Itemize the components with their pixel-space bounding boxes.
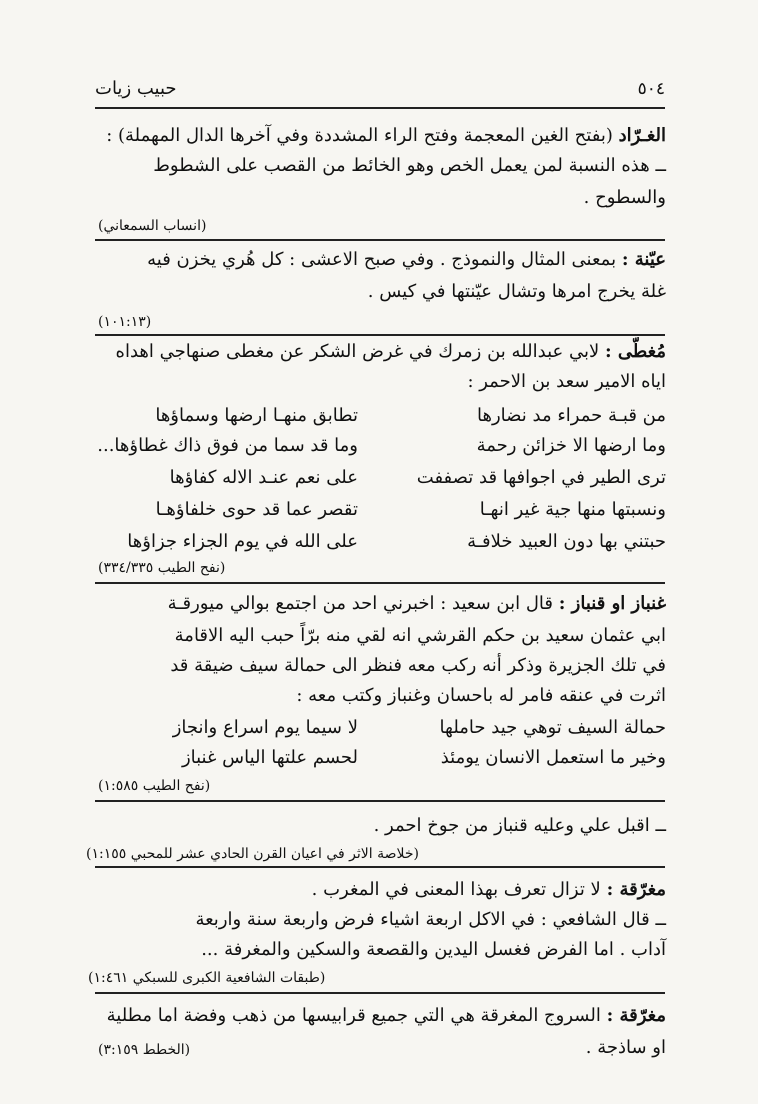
verse-hemistich: وما ارضها الا خزائن رحمة (476, 435, 666, 456)
entry-text: لا تزال تعرف بهذا المعنى في المغرب . (311, 879, 601, 900)
verse-hemistich: ترى الطير في اجوافها قد تصففت (416, 467, 666, 488)
section-rule (95, 866, 665, 868)
verse-hemistich: من قبـة حمراء مد نضارها (477, 405, 666, 426)
verse-row (86, 434, 666, 458)
verse-hemistich: ونسبتها منها جية غير انهـا (479, 499, 666, 520)
entry-source: (١٠١:١٣) (98, 314, 152, 330)
verse-hemistich: وما قد سما من فوق ذاك غطاؤها... (97, 435, 358, 456)
verse-row (86, 530, 666, 554)
entry-head: مغرّقة : (606, 879, 666, 900)
page-number: ٥٠٤ (637, 78, 665, 99)
verse-hemistich: وخير ما استعمل الانسان يومئذ (440, 747, 666, 768)
verse-hemistich: تطابق منهـا ارضها وسماؤها (155, 405, 358, 426)
entry-source: (نفح الطيب ١:٥٨٥) (98, 778, 211, 794)
entry-line: ــ هذه النسبة لمن يعمل الخص وهو الخائط من القصب على الشطوط (153, 155, 666, 176)
entry-line: اياه الامير سعد بن الاحمر : (467, 371, 666, 392)
entry-line: ــ اقبل علي وعليه قنباز من جوخ احمر . (373, 815, 666, 836)
entry-head: مغرّقة : (606, 1005, 666, 1026)
verse-hemistich: حبتني بها دون العبيد خلافـة (467, 531, 666, 552)
entry-head: الغـرّاد (618, 125, 666, 146)
header-rule (95, 107, 665, 109)
verse-row (86, 746, 666, 770)
section-rule (95, 239, 665, 241)
running-title: حبيب زيات (95, 78, 177, 99)
entry-text: قال ابن سعيد : اخبرني احد من اجتمع بوالي ميورقـة (167, 593, 554, 614)
entry-text: بمعنى المثال والنموذج . وفي صبح الاعشى : كل هُري يخزن فيه (147, 249, 617, 270)
entry-head: غنباز او قنباز : (558, 593, 666, 614)
entry-source: (طبقات الشافعية الكبرى للسبكي ١:٤٦١) (88, 970, 326, 986)
entry-source: (الخطط ٣:١٥٩) (98, 1042, 191, 1058)
entry-line: اثرت في عنقه فامر له باحسان وغنباز وكتب معه : (296, 685, 666, 706)
verse-hemistich: لا سيما يوم اسراع وانجاز (172, 717, 358, 738)
entry-head: عيّنة : (621, 249, 666, 270)
section-rule (95, 992, 665, 994)
section-rule (95, 582, 665, 584)
entry-line (86, 1004, 666, 1028)
verse-row (86, 498, 666, 522)
verse-hemistich: تقصر عما قد حوى خلفاؤهـا (155, 499, 358, 520)
entry-line (86, 340, 666, 364)
entry-line: والسطوح . (583, 187, 666, 208)
entry-text: السروج المغرقة هي التي جميع قرابيسها من ذهب وفضة اما مطلية (106, 1005, 601, 1026)
verse-row (86, 404, 666, 428)
entry-head: مُغطّى : (604, 341, 666, 362)
entry-text: لابي عبدالله بن زمرك في غرض الشكر عن مغطى صنهاجي اهداه (115, 341, 600, 362)
entry-source: (نفح الطيب ٣٣٤/٣٣٥) (98, 560, 226, 576)
entry-source: (خلاصة الاثر في اعيان القرن الحادي عشر للمحبي ١:١٥٥) (86, 846, 419, 862)
entry-line: او ساذجة . (585, 1037, 666, 1058)
entry-line (86, 878, 666, 902)
entry-line (86, 124, 666, 148)
section-rule (95, 334, 665, 336)
verse-hemistich: لحسم علتها الياس غنباز (181, 747, 358, 768)
page-header (95, 78, 665, 99)
entry-line: آداب . اما الفرض فغسل اليدين والقصعة والسكين والمغرفة ... (201, 939, 666, 960)
entry-line: في تلك الجزيرة وذكر أنه ركب معه فنظر الى حمالة سيف ضيقة قد (170, 655, 666, 676)
verse-hemistich: حمالة السيف توهي جيد حاملها (439, 717, 666, 738)
entry-text: (بفتح الغين المعجمة وفتح الراء المشددة وفي آخرها الدال المهملة) : (106, 125, 613, 146)
entry-line (86, 248, 666, 272)
verse-row (86, 716, 666, 740)
verse-hemistich: على نعم عنـد الاله كفاؤها (169, 467, 358, 488)
entry-line: ابي عثمان سعيد بن حكم القرشي انه لقي منه برّاً حبب اليه الاقامة (174, 625, 666, 646)
entry-line (86, 592, 666, 616)
entry-line: ــ قال الشافعي : في الاكل اربعة اشياء فرض واربعة سنة واربعة (195, 909, 666, 930)
entry-line: غلة يخرج امرها وتشال عيّنتها في كيس . (367, 281, 666, 302)
entry-source: (انساب السمعاني) (98, 218, 207, 234)
section-rule (95, 800, 665, 802)
verse-hemistich: على الله في يوم الجزاء جزاؤها (127, 531, 358, 552)
verse-row (86, 466, 666, 490)
